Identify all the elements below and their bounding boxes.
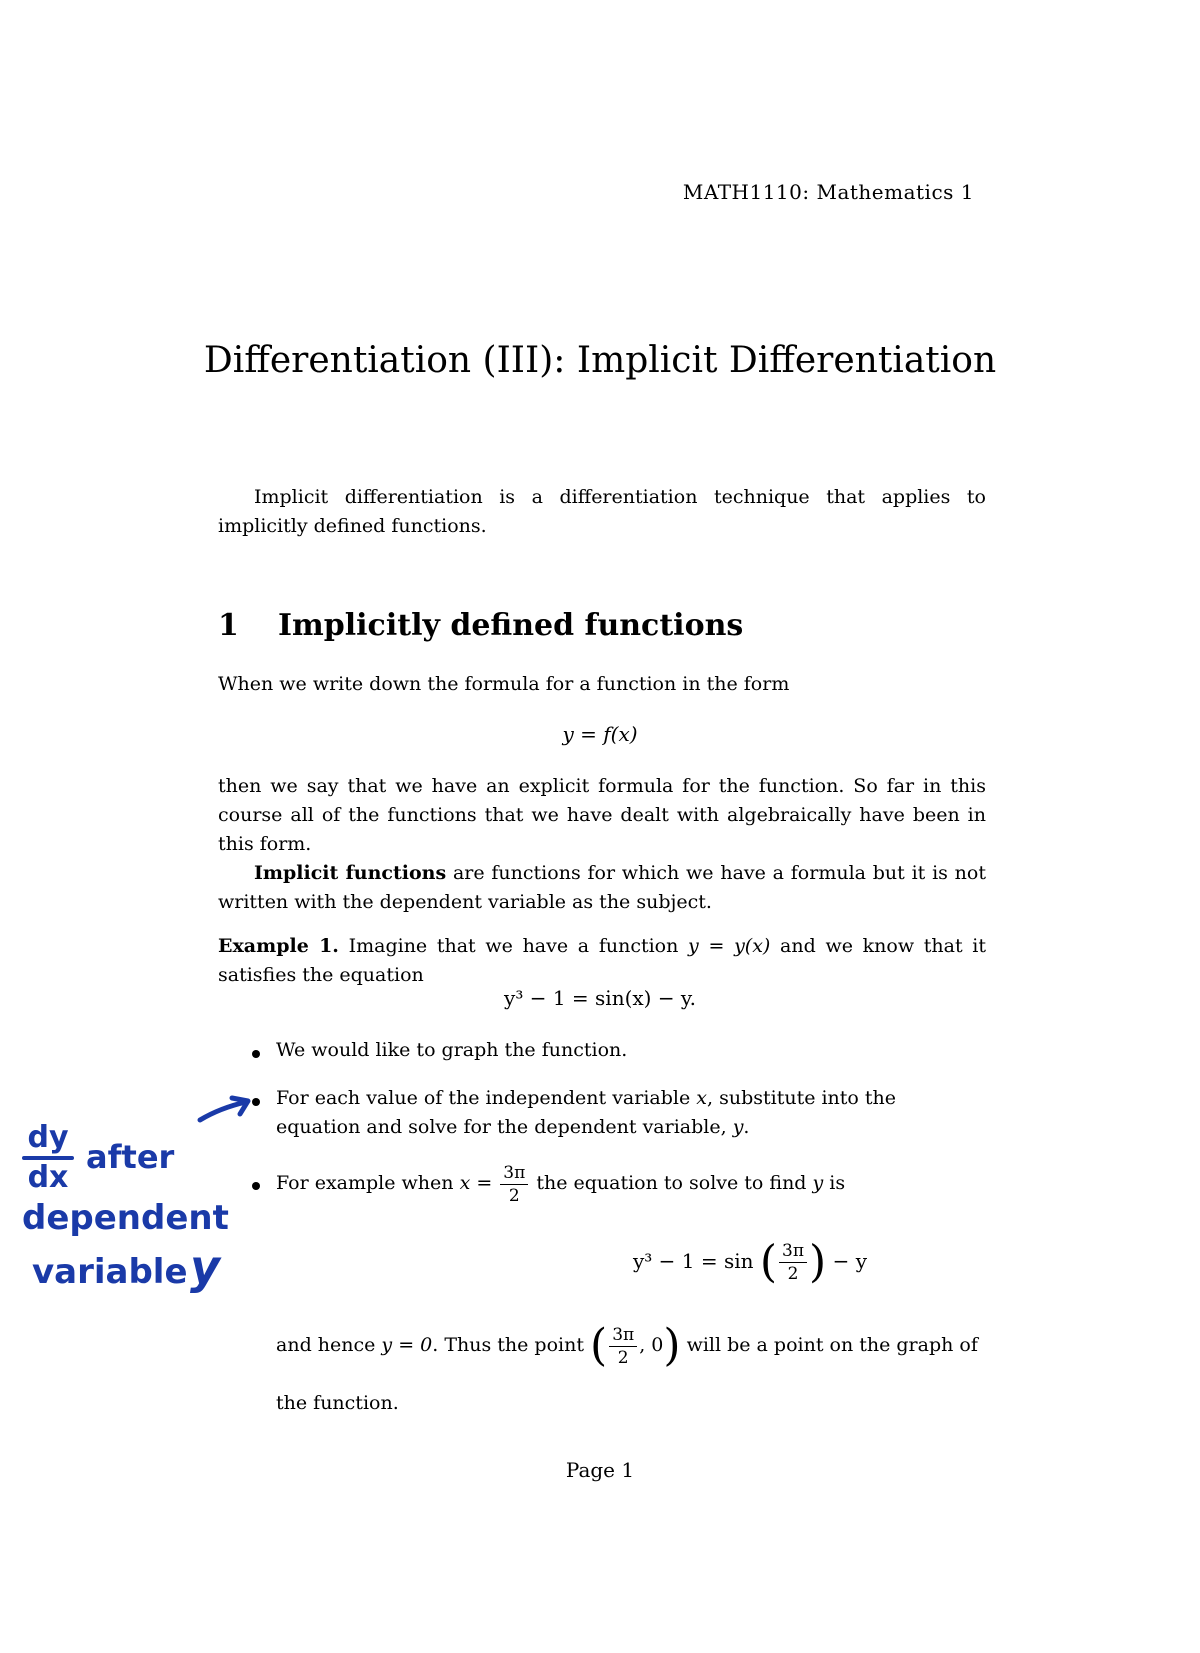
- handwritten-dy-dx: [22, 1122, 74, 1194]
- handwritten-y: y: [190, 1240, 220, 1294]
- hence-line: [276, 1316, 986, 1432]
- implicit-functions-term: Implicit functions: [254, 862, 447, 884]
- right-paren: ): [809, 1236, 827, 1288]
- hence-part-c: will be a point on the graph of the function.: [276, 1334, 978, 1414]
- equation-2-left: y³ − 1 = sin: [632, 1249, 754, 1273]
- bullet-2-x: x: [696, 1087, 707, 1109]
- hence-part-a: and hence: [276, 1334, 382, 1356]
- hence-part-b: . Thus the point: [432, 1334, 591, 1356]
- equation-substituted: [150, 1236, 1200, 1288]
- bullet-2-y: y: [732, 1116, 744, 1138]
- bullet-3-x: x =: [459, 1172, 493, 1194]
- page-number: Page 1: [565, 1458, 635, 1482]
- bullet-3-y: y: [812, 1172, 824, 1194]
- hence-y-zero: y = 0: [381, 1334, 433, 1356]
- paragraph-3-rest: are functions for which we have a formula but it is not written with the dependent variable as the subject.: [218, 862, 986, 913]
- section-number: 1: [218, 608, 239, 643]
- handwritten-arrow-icon: [196, 1092, 256, 1126]
- point-zero: , 0: [639, 1334, 664, 1356]
- handwritten-variable: variable: [32, 1252, 188, 1292]
- paragraph-2: then we say that we have an explicit formula for the function. So far in this course all of the functions that we have dealt with algebraically have been in this form.: [218, 775, 986, 855]
- equation-2-right: − y: [832, 1249, 867, 1273]
- handwritten-after: after: [86, 1138, 175, 1176]
- right-paren: ): [663, 1320, 681, 1371]
- example-text-1: Imagine that we have a function: [338, 935, 689, 957]
- bullet-2-end: .: [743, 1116, 750, 1138]
- document-title: Differentiation (III): Implicit Differentiation: [203, 340, 997, 381]
- bullet-2-part-a: For each value of the independent variable: [276, 1087, 697, 1109]
- bullet-point: [252, 1050, 260, 1058]
- left-paren: (: [759, 1236, 778, 1288]
- bullet-3-part-b: the equation to solve to find: [530, 1172, 813, 1194]
- paragraph-1: When we write down the formula for a function in the form: [218, 673, 790, 695]
- example-math-1: y = y(x): [688, 935, 771, 957]
- bullet-2-text: [276, 1084, 986, 1142]
- bullet-2-part-b: , substitute into the equation and solve for the dependent variable,: [276, 1087, 897, 1138]
- bullet-3-part-c: is: [823, 1172, 846, 1194]
- handwritten-dy: dy: [27, 1120, 69, 1155]
- bullet-1-text: We would like to graph the function.: [276, 1039, 628, 1061]
- equation-implicit: y³ − 1 = sin(x) − y.: [504, 986, 696, 1010]
- example-label: Example 1.: [218, 935, 339, 957]
- section-heading: [218, 608, 743, 643]
- example-text-2: and we know that it satisfies the equation: [218, 935, 987, 986]
- fraction-3pi-over-2: $\frac{3\pi}{2}$: [500, 1162, 528, 1207]
- bullet-3-text: [276, 1158, 986, 1208]
- paragraph-3: [218, 859, 986, 917]
- bullet-3-part-a: For example when: [276, 1172, 460, 1194]
- fraction-3pi-over-2: $\frac{3\pi}{2}$: [609, 1324, 637, 1369]
- left-paren: (: [590, 1320, 608, 1371]
- example-paragraph: [218, 932, 986, 990]
- section-title: Implicitly defined functions: [278, 608, 744, 643]
- handwritten-dependent: dependent: [22, 1198, 229, 1238]
- handwritten-dx: dx: [27, 1160, 69, 1195]
- course-header: MATH1110: Mathematics 1: [682, 180, 974, 204]
- intro-paragraph: Implicit differentiation is a differentiation technique that applies to implicitly defined functions.: [218, 486, 986, 537]
- fraction-3pi-over-2: $\frac{3\pi}{2}$: [779, 1240, 807, 1285]
- equation-explicit: y = f(x): [562, 722, 638, 746]
- bullet-point: [252, 1182, 260, 1190]
